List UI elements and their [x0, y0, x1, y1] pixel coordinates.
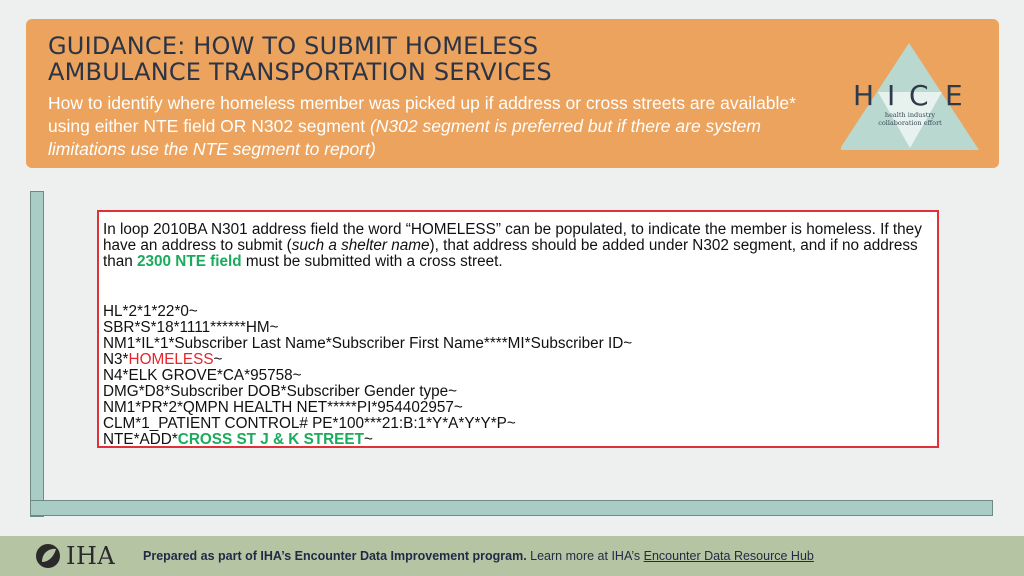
code-line: NM1*PR*2*QMPN HEALTH NET*****PI*954402957~ [103, 399, 463, 416]
page-title: GUIDANCE: HOW TO SUBMIT HOMELESS AMBULANCE TRANSPORTATION SERVICES [48, 32, 552, 86]
decorative-bottom-bar [30, 500, 993, 516]
logo-tagline-2: collaboration effort [878, 119, 942, 127]
code-line: CLM*1_PATIENT CONTROL# PE*100***21:B:1*Y*A*Y*Y*P~ [103, 415, 516, 432]
header-banner [26, 19, 999, 168]
hice-logo [841, 40, 981, 150]
logo-letter-i: I [887, 79, 896, 112]
footer [0, 536, 1024, 576]
iha-logo: IHA [34, 542, 115, 570]
logo-tagline-1: health industry [884, 111, 936, 119]
logo-letter-e: E [945, 79, 963, 112]
edi-code-sample [103, 304, 933, 448]
guidance-paragraph: In loop 2010BA N301 address field the word “HOMELESS” can be populated, to indicate the member is homeless. If they have an address to submit (such a shelter name), that address should be added under N302 segment, and if no address than 2300 NTE field must be submitted with a cross street. [103, 221, 922, 270]
logo-letter-h: H [853, 79, 879, 112]
code-line: N4*ELK GROVE*CA*95758~ [103, 367, 302, 384]
logo-letter-c: C [909, 79, 929, 112]
code-line: N3*HOMELESS~ [103, 351, 223, 368]
decorative-left-bar [30, 191, 44, 517]
page-subtitle: How to identify where homeless member was picked up if address or cross streets are available* using either NTE field OR N302 segment (N302 segment is preferred but if there are system limitations use the NTE segment to report) [48, 93, 796, 159]
code-line: NM1*IL*1*Subscriber Last Name*Subscriber First Name****MI*Subscriber ID~ [103, 335, 633, 352]
code-line: NTE*ADD*CROSS ST J & K STREET~ [103, 431, 373, 448]
iha-leaf-icon [34, 542, 62, 570]
code-line: DMG*D8*Subscriber DOB*Subscriber Gender type~ [103, 383, 458, 400]
resource-hub-link[interactable]: Encounter Data Resource Hub [643, 549, 814, 563]
guidance-box [97, 210, 939, 448]
footer-note: Prepared as part of IHA’s Encounter Data Improvement program. Learn more at IHA’s Encounter Data Resource Hub [143, 549, 814, 563]
code-line: SBR*S*18*1111******HM~ [103, 319, 279, 336]
code-line: HL*2*1*22*0~ [103, 303, 198, 320]
